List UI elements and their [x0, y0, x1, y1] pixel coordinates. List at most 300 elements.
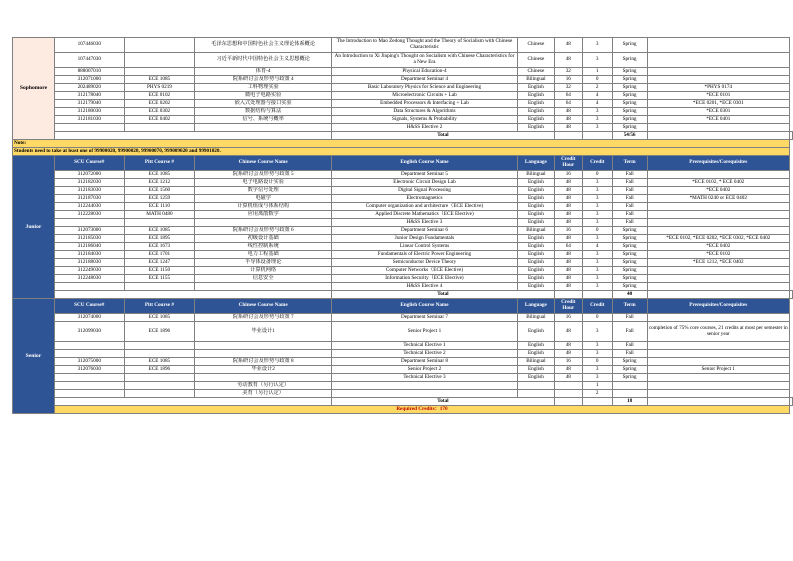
term-cell: Spring	[612, 283, 647, 291]
year-label-sophomore: Sophomore	[13, 38, 55, 140]
prereq-cell: Senior Project 1	[647, 366, 789, 374]
curriculum-table	[12, 37, 793, 414]
table-row	[13, 116, 793, 124]
english-name-cell: Applied Discrete Mathematics（ECE Elective)	[332, 211, 518, 219]
chinese-name-cell	[195, 350, 332, 358]
credit-cell: 3	[582, 275, 612, 283]
chinese-name-cell	[195, 342, 332, 350]
table-row	[13, 314, 793, 322]
table-row	[13, 100, 793, 108]
english-name-cell: Electronic Circuit Design Lab	[332, 179, 518, 187]
scu-course-cell: 312073000	[54, 227, 124, 235]
english-name-cell: Computer Networks（ECE Elective)	[332, 267, 518, 275]
term-cell: Fall	[612, 350, 647, 358]
credit-cell: 3	[582, 366, 612, 374]
english-name-cell: H&SS Elective 3	[332, 219, 518, 227]
credit-cell: 3	[582, 267, 612, 275]
prereq-cell	[647, 283, 789, 291]
table-row	[13, 235, 793, 243]
language-cell: English	[517, 203, 554, 211]
table-row	[13, 187, 793, 195]
credit-cell: 4	[582, 100, 612, 108]
prereq-cell: *PHYS 0174	[647, 84, 789, 92]
term-cell: Spring	[612, 124, 647, 132]
language-cell: English	[517, 259, 554, 267]
header-row	[13, 299, 793, 314]
table-row	[13, 358, 793, 366]
term-cell: Spring	[612, 38, 647, 53]
chinese-name-cell: 体育-4	[195, 68, 332, 76]
term-cell	[612, 390, 647, 398]
language-cell: Bilingual	[517, 358, 554, 366]
pitt-course-cell: ECE 0202	[124, 100, 195, 108]
credit-cell: 0	[582, 76, 612, 84]
total-spacer	[54, 398, 331, 406]
english-name-cell: Senior Project 1	[332, 322, 518, 342]
credit-hour-cell: 16	[554, 358, 582, 366]
prereq-cell: *ECE 0102	[647, 251, 789, 259]
credit-cell: 3	[582, 203, 612, 211]
english-name-cell: Department Seminar 5	[332, 171, 518, 179]
english-name-cell	[332, 382, 518, 390]
pitt-course-cell: ECE 1259	[124, 195, 195, 203]
prereq-cell: *MATH 0240 or ECE 0402	[647, 195, 789, 203]
chinese-name-cell: 工科物理实验	[195, 84, 332, 92]
prereq-cell	[647, 342, 789, 350]
credit-cell: 1	[582, 68, 612, 76]
term-cell: Spring	[612, 68, 647, 76]
table-row	[13, 243, 793, 251]
credit-hour-cell: 48	[554, 235, 582, 243]
chinese-name-cell: 美育（另行认定）	[195, 390, 332, 398]
credit-cell: 3	[582, 53, 612, 68]
credit-cell: 3	[582, 108, 612, 116]
pitt-course-cell: ECE 1085	[124, 358, 195, 366]
scu-course-cell: 312099030	[54, 322, 124, 342]
english-name-cell: Senior Project 2	[332, 366, 518, 374]
scu-course-cell: 202489020	[54, 84, 124, 92]
language-cell: English	[517, 187, 554, 195]
table-row	[13, 179, 793, 187]
language-cell: Chinese	[517, 68, 554, 76]
prereq-cell: *ECE 0402	[647, 187, 789, 195]
total-row	[13, 132, 793, 140]
language-cell: English	[517, 116, 554, 124]
scu-course-cell: 312228030	[54, 211, 124, 219]
language-cell: English	[517, 374, 554, 382]
total-hour-blank	[582, 132, 612, 140]
english-name-cell: H&SS Elective 4	[332, 283, 518, 291]
pitt-course-cell: ECE 1110	[124, 203, 195, 211]
language-cell: English	[517, 322, 554, 342]
year-label-junior: Junior	[13, 156, 55, 299]
table-row	[13, 124, 793, 132]
english-name-cell: Department Seminar 8	[332, 358, 518, 366]
language-cell: English	[517, 275, 554, 283]
chinese-name-cell: 应用离散数学	[195, 211, 332, 219]
scu-course-cell	[54, 219, 124, 227]
language-cell: English	[517, 267, 554, 275]
header-english-name: English Course Name	[332, 299, 518, 314]
pitt-course-cell: ECE 1212	[124, 179, 195, 187]
credit-cell: 3	[582, 342, 612, 350]
scu-course-cell: 312076030	[54, 366, 124, 374]
year-label-senior: Senior	[13, 299, 55, 414]
required-credits: Required Credits：170	[54, 406, 789, 414]
english-name-cell	[332, 390, 518, 398]
prereq-cell	[647, 267, 789, 275]
table-row	[13, 267, 793, 275]
table-row	[13, 38, 793, 53]
chinese-name-cell: 数据结构与算法	[195, 108, 332, 116]
table-row	[13, 275, 793, 283]
credit-hour-cell: 16	[554, 314, 582, 322]
credit-cell: 0	[582, 227, 612, 235]
prereq-cell	[647, 390, 789, 398]
scu-course-cell	[54, 124, 124, 132]
pitt-course-cell	[124, 390, 195, 398]
english-name-cell: Semiconductor Device Theory	[332, 259, 518, 267]
total-term-blank	[647, 291, 789, 299]
prereq-cell: *ECE 0402	[647, 243, 789, 251]
table-row	[13, 259, 793, 267]
credit-hour-cell: 48	[554, 203, 582, 211]
header-row	[13, 156, 793, 171]
english-name-cell: An Introduction to Xi Jinping's Thought on Socialism with Chinese Characteristics for a New Era	[332, 53, 518, 68]
language-cell: Bilingual	[517, 171, 554, 179]
pitt-course-cell	[124, 283, 195, 291]
credit-hour-cell: 32	[554, 84, 582, 92]
chinese-name-cell: 院系研讨会及形势与政策 4	[195, 76, 332, 84]
note-row	[13, 148, 793, 156]
chinese-name-cell: 数字信号处理	[195, 187, 332, 195]
term-cell: Spring	[612, 108, 647, 116]
header-prereq: Prerequisites/Corequisites	[647, 299, 789, 314]
total-term-blank	[647, 132, 789, 140]
table-row	[13, 342, 793, 350]
prereq-cell: *ECE 0201, *ECE 0301	[647, 100, 789, 108]
english-name-cell: Technical Elective 3	[332, 374, 518, 382]
chinese-name-cell: 毕业设计2	[195, 366, 332, 374]
scu-course-cell: 312187030	[54, 195, 124, 203]
table-row	[13, 390, 793, 398]
prereq-cell	[647, 53, 789, 68]
chinese-name-cell	[195, 374, 332, 382]
credit-cell: 3	[582, 219, 612, 227]
table-row	[13, 84, 793, 92]
prereq-cell	[647, 374, 789, 382]
credit-cell: 2	[582, 390, 612, 398]
pitt-course-cell: ECE 1673	[124, 243, 195, 251]
chinese-name-cell: 电子电路设计实验	[195, 179, 332, 187]
credit-cell: 3	[582, 251, 612, 259]
prereq-cell	[647, 382, 789, 390]
scu-course-cell: 312072000	[54, 171, 124, 179]
term-cell: Spring	[612, 100, 647, 108]
term-cell: Fall	[612, 171, 647, 179]
credit-cell: 0	[582, 314, 612, 322]
scu-course-cell: 312249030	[54, 267, 124, 275]
term-cell: Fall	[612, 219, 647, 227]
table-row	[13, 374, 793, 382]
required-credits-row	[13, 406, 793, 414]
pitt-course-cell: ECE 1896	[124, 322, 195, 342]
language-cell: English	[517, 251, 554, 259]
credit-hour-cell: 48	[554, 275, 582, 283]
credit-cell: 3	[582, 116, 612, 124]
term-cell: Fall	[612, 342, 647, 350]
credit-hour-cell: 48	[554, 38, 582, 53]
credit-hour-cell: 48	[554, 259, 582, 267]
english-name-cell: Information Security（ECE Elective)	[332, 275, 518, 283]
language-cell: English	[517, 84, 554, 92]
prereq-cell	[647, 124, 789, 132]
english-name-cell: Computer organization and architecture（ECE Elective)	[332, 203, 518, 211]
language-cell: English	[517, 235, 554, 243]
prereq-cell	[647, 275, 789, 283]
table-row	[13, 68, 793, 76]
header-language: Language	[517, 299, 554, 314]
term-cell: Fall	[612, 203, 647, 211]
scu-course-cell: 312188030	[54, 259, 124, 267]
header-scu-course: SCU Course#	[54, 156, 124, 171]
term-cell: Spring	[612, 235, 647, 243]
english-name-cell: Fundamentals of Electric Power Engineering	[332, 251, 518, 259]
english-name-cell: Data Structures & Algorithms	[332, 108, 518, 116]
term-cell: Fall	[612, 195, 647, 203]
language-cell: English	[517, 366, 554, 374]
credit-hour-cell	[554, 382, 582, 390]
credit-cell: 0	[582, 358, 612, 366]
scu-course-cell	[54, 350, 124, 358]
header-chinese-name: Chinese Course Name	[195, 299, 332, 314]
language-cell: Chinese	[517, 38, 554, 53]
chinese-name-cell: 计算机组成与体系结构	[195, 203, 332, 211]
language-cell: Chinese	[517, 53, 554, 68]
total-lang-blank	[554, 132, 582, 140]
scu-course-cell: 312186040	[54, 243, 124, 251]
term-cell: Spring	[612, 53, 647, 68]
total-hour-blank	[582, 291, 612, 299]
credit-hour-cell: 48	[554, 251, 582, 259]
credit-cell: 4	[582, 92, 612, 100]
english-name-cell: Linear Control Systems	[332, 243, 518, 251]
curriculum-sheet	[12, 37, 793, 414]
scu-course-cell: 888007010	[54, 68, 124, 76]
chinese-name-cell: 嵌入式处理器与接口实验	[195, 100, 332, 108]
credit-cell: 3	[582, 195, 612, 203]
term-cell: Spring	[612, 275, 647, 283]
pitt-course-cell: ECE 1085	[124, 227, 195, 235]
credit-cell: 3	[582, 187, 612, 195]
pitt-course-cell	[124, 53, 195, 68]
pitt-course-cell	[124, 342, 195, 350]
term-cell: Fall	[612, 179, 647, 187]
credit-hour-cell: 48	[554, 366, 582, 374]
header-credit-hour: Credit Hour	[554, 156, 582, 171]
chinese-name-cell: 半导体设备理论	[195, 259, 332, 267]
note-title: Note:	[13, 140, 790, 148]
language-cell: English	[517, 243, 554, 251]
header-chinese-name: Chinese Course Name	[195, 156, 332, 171]
total-hour-blank	[582, 398, 612, 406]
total-label: Total	[332, 398, 555, 406]
header-credit: Credit	[582, 156, 612, 171]
prereq-cell	[647, 350, 789, 358]
total-row	[13, 398, 793, 406]
table-row	[13, 382, 793, 390]
language-cell: English	[517, 211, 554, 219]
total-row	[13, 291, 793, 299]
scu-course-cell: 107446030	[54, 38, 124, 53]
pitt-course-cell: ECE 1085	[124, 171, 195, 179]
term-cell: Fall	[612, 187, 647, 195]
language-cell: English	[517, 100, 554, 108]
prereq-cell	[647, 219, 789, 227]
scu-course-cell	[54, 382, 124, 390]
total-spacer	[54, 291, 331, 299]
chinese-name-cell: 信号、系统与概率	[195, 116, 332, 124]
header-credit-hour: Credit Hour	[554, 299, 582, 314]
scu-course-cell: 312244030	[54, 203, 124, 211]
english-name-cell: Digital Signal Processing	[332, 187, 518, 195]
chinese-name-cell: 计算机网络	[195, 267, 332, 275]
chinese-name-cell: 习近平新时代中国特色社会主义思想概论	[195, 53, 332, 68]
english-name-cell: Basic Laboratory Physics for Science and Engineering	[332, 84, 518, 92]
prereq-cell: *ECE 0101	[647, 92, 789, 100]
scu-course-cell: 312184030	[54, 251, 124, 259]
chinese-name-cell: 初级设计基础	[195, 235, 332, 243]
english-name-cell: Microelectronic Circuits + Lab	[332, 92, 518, 100]
table-row	[13, 366, 793, 374]
header-term: Term	[612, 156, 647, 171]
scu-course-cell: 312178040	[54, 92, 124, 100]
credit-cell: 4	[582, 243, 612, 251]
credit-cell: 3	[582, 259, 612, 267]
credit-cell: 3	[582, 322, 612, 342]
english-name-cell: Department Seminar 6	[332, 227, 518, 235]
header-pitt-course: Pitt Course #	[124, 299, 195, 314]
term-cell: Spring	[612, 251, 647, 259]
table-row	[13, 203, 793, 211]
term-cell: Fall	[612, 322, 647, 342]
total-label: Total	[332, 291, 555, 299]
credit-cell: 3	[582, 38, 612, 53]
pitt-course-cell: ECE 1085	[124, 76, 195, 84]
table-row	[13, 251, 793, 259]
term-cell: Spring	[612, 267, 647, 275]
prereq-cell	[647, 171, 789, 179]
chinese-name-cell: 院系研讨会及形势与政策 7	[195, 314, 332, 322]
scu-course-cell	[54, 374, 124, 382]
prereq-cell	[647, 227, 789, 235]
english-name-cell: Technical Elective 1	[332, 342, 518, 350]
pitt-course-cell	[124, 38, 195, 53]
pitt-course-cell: PHYS 0219	[124, 84, 195, 92]
pitt-course-cell	[124, 374, 195, 382]
credit-cell: 3	[582, 350, 612, 358]
table-row	[13, 195, 793, 203]
language-cell: English	[517, 350, 554, 358]
chinese-name-cell: 电力工程基础	[195, 251, 332, 259]
total-prereq-blank	[790, 132, 793, 140]
credit-hour-cell: 48	[554, 350, 582, 358]
term-cell: Fall	[612, 314, 647, 322]
english-name-cell: Department Seminar 7	[332, 314, 518, 322]
credit-cell: 3	[582, 235, 612, 243]
english-name-cell: Physical Education-4	[332, 68, 518, 76]
term-cell: Spring	[612, 84, 647, 92]
pitt-course-cell	[124, 382, 195, 390]
credit-cell: 3	[582, 124, 612, 132]
term-cell: Fall	[612, 211, 647, 219]
prereq-cell: *ECE 0401	[647, 116, 789, 124]
language-cell: Bilingual	[517, 314, 554, 322]
term-cell: Spring	[612, 92, 647, 100]
language-cell: Bilingual	[517, 76, 554, 84]
pitt-course-cell: ECE 1896	[124, 366, 195, 374]
scu-course-cell	[54, 390, 124, 398]
term-cell: Spring	[612, 358, 647, 366]
pitt-course-cell: ECE 1895	[124, 235, 195, 243]
credit-hour-cell: 64	[554, 100, 582, 108]
header-credit: Credit	[582, 299, 612, 314]
term-cell	[612, 382, 647, 390]
prereq-cell	[647, 314, 789, 322]
term-cell: Spring	[612, 374, 647, 382]
credit-hour-cell: 48	[554, 116, 582, 124]
language-cell	[517, 390, 554, 398]
note-text: Students need to take at least one of 99900020, 99900020, 99900070, 999009020 and 99901020.	[13, 148, 790, 156]
english-name-cell: The Introduction to Mao Zedong Thought and the Theory of Socialism with Chinese Characteristic	[332, 38, 518, 53]
total-term-blank	[647, 398, 789, 406]
chinese-name-cell: 微电子电路实验	[195, 92, 332, 100]
table-row	[13, 283, 793, 291]
pitt-course-cell: ECE 1701	[124, 251, 195, 259]
credit-hour-cell: 48	[554, 124, 582, 132]
header-pitt-course: Pitt Course #	[124, 156, 195, 171]
total-prereq-blank	[790, 291, 793, 299]
credit-hour-cell: 48	[554, 374, 582, 382]
credit-hour-cell: 48	[554, 211, 582, 219]
table-row	[13, 108, 793, 116]
prereq-cell	[647, 358, 789, 366]
language-cell: English	[517, 283, 554, 291]
scu-course-cell: 312183030	[54, 187, 124, 195]
language-cell: English	[517, 219, 554, 227]
language-cell: Bilingual	[517, 227, 554, 235]
note-row	[13, 140, 793, 148]
credit-hour-cell: 16	[554, 171, 582, 179]
header-term: Term	[612, 299, 647, 314]
scu-course-cell	[54, 283, 124, 291]
term-cell: Spring	[612, 76, 647, 84]
scu-course-cell: 107447030	[54, 53, 124, 68]
credit-hour-cell: 48	[554, 108, 582, 116]
scu-course-cell: 312179040	[54, 100, 124, 108]
credit-hour-cell: 48	[554, 219, 582, 227]
term-cell: Spring	[612, 259, 647, 267]
total-credit: 18	[612, 398, 647, 406]
table-row	[13, 219, 793, 227]
credit-hour-cell: 64	[554, 92, 582, 100]
credit-cell: 0	[582, 171, 612, 179]
credit-hour-cell: 48	[554, 179, 582, 187]
language-cell: English	[517, 179, 554, 187]
language-cell: English	[517, 108, 554, 116]
pitt-course-cell: ECE 1560	[124, 187, 195, 195]
chinese-name-cell	[195, 124, 332, 132]
